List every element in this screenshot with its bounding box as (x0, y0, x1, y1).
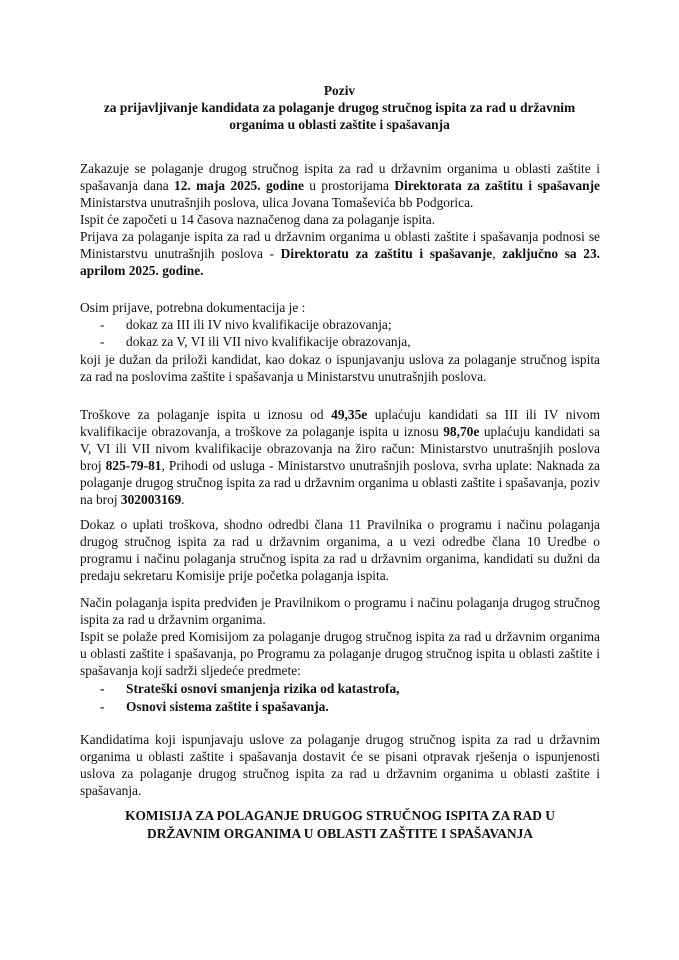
docs-outro: koji je dužan da priloži kandidat, kao dokaz o ispunjavanju uslova za polaganje stručnog ispita za rad na poslovima zaštite i spašavanja u Ministarstvu unutrašnjih poslova. (80, 352, 600, 384)
docs-item (100, 333, 411, 350)
amount-2: 98,70e (443, 424, 480, 439)
heading-subtitle-line1: za prijavljivanje kandidata za polaganje drugog stručnog ispita za rad u državnim (103, 100, 576, 115)
heading (80, 82, 599, 133)
text: , (492, 246, 503, 261)
paragraph-start-time: Ispit će započeti u 14 časova naznačenog dana za polaganje ispita. (80, 212, 436, 227)
signature-line2: DRŽAVNIM ORGANIMA U OBLASTI ZAŠTITE I SPAŠAVANJA (147, 826, 533, 841)
text: . (181, 492, 185, 507)
directorate: Direktoratu za zaštitu i spašavanje (280, 246, 493, 261)
text: Zakazuje se polaganje drugog stručnog ispita za rad u državnim organima u oblasti zaštite i spašavanja dana (80, 161, 600, 193)
signature-line1: KOMISIJA ZA POLAGANJE DRUGOG STRUČNOG ISPITA ZA RAD U (125, 808, 555, 823)
paragraph-method: Način polaganja ispita predviđen je Pravilnikom o programu i načinu polaganja drugog stručnog ispita za rad u državnim organima. (80, 595, 600, 627)
subject-text: Osnovi sistema zaštite i spašavanja. (126, 699, 329, 714)
dash-marker: - (100, 699, 105, 714)
reference-number: 302003169 (120, 492, 182, 507)
paragraph-exam-date (80, 160, 600, 211)
docs-intro: Osim prijave, potrebna dokumentacija je : (80, 300, 306, 315)
docs-item-text: dokaz za III ili IV nivo kvalifikacije obrazovanja; (126, 317, 392, 332)
docs-item (100, 316, 392, 333)
paragraph-costs (80, 406, 600, 508)
account-number: 825-79-81 (105, 458, 162, 473)
text: Troškove za polaganje ispita u iznosu od (80, 407, 332, 422)
subject-item (100, 680, 400, 697)
amount-1: 49,35e (331, 407, 368, 422)
dash-marker: - (100, 317, 105, 332)
heading-subtitle-line2: organima u oblasti zaštite i spašavanja (229, 117, 450, 132)
paragraph-closing: Kandidatima koji ispunjavaju uslove za polaganje drugog stručnog ispita za rad u državnim organima u oblasti zaštite i spašavanja dostavit će se pisani otpravak rješenja o ispunjenosti uslova za polaganje drugog stručnog ispita za rad u državnim organima u oblasti zaštite i spašavanja. (80, 732, 600, 798)
signature-block (80, 807, 600, 843)
text: uplaćuju kandidati sa V, VI ili VII nivom kvalifikacije obrazovanja na žiro račun: Ministarstvo unutrašnjih poslova broj (80, 424, 600, 473)
subject-text: Strateški osnovi smanjenja rizika od katastrofa, (126, 681, 400, 696)
heading-title: Poziv (323, 83, 356, 98)
subject-item (100, 698, 329, 715)
paragraph-commission: Ispit se polaže pred Komisijom za polaganje drugog stručnog ispita za rad u državnim organima u oblasti zaštite i spašavanja, po Programu za polaganje drugog stručnog ispita u oblasti zaštite i spašavanja koji sadrži sljedeće predmete: (80, 629, 600, 678)
dash-marker: - (100, 334, 105, 349)
text: Prijava za polaganje ispita za rad u državnim organima u oblasti zaštite i spašavanja podnosi se Ministarstvu unutrašnjih poslova - (80, 229, 600, 261)
dash-marker: - (100, 681, 105, 696)
docs-item-text: dokaz za V, VI ili VII nivo kvalifikacije obrazovanja, (126, 334, 411, 349)
paragraph-application (80, 228, 600, 279)
text: uplaćuju kandidati sa III ili IV nivom kvalifikacije obrazovanja, a troškove za polaganje ispita u iznosu (80, 407, 600, 439)
paragraph-proof: Dokaz o uplati troškova, shodno odredbi člana 11 Pravilnika o programu i načinu polaganja drugog stručnog ispita za rad u državnim organima, a u vezi odredbe člana 10 Uredbe o programu i načinu polaganja stručnog ispita za rad u državnim organima, kandidati su dužni da predaju sekretaru Komisije prije početka polaganja ispita. (80, 517, 600, 583)
exam-place: Direktorata za zaštitu i spašavanje (394, 178, 600, 193)
text: u prostorijama (303, 178, 395, 193)
exam-date: 12. maja 2025. godine (174, 178, 304, 193)
deadline: zaključno sa 23. aprilom 2025. godine. (80, 246, 600, 278)
text: , Prihodi od usluga - Ministarstvo unutrašnjih poslova, svrha uplate: Naknada za polaganje drugog stručnog ispita za rad u državnim organima u oblasti zaštite i spašavanja, poziv na broj (80, 458, 600, 507)
text: Ministarstva unutrašnjih poslova, ulica Jovana Tomaševića bb Podgorica. (80, 195, 474, 210)
